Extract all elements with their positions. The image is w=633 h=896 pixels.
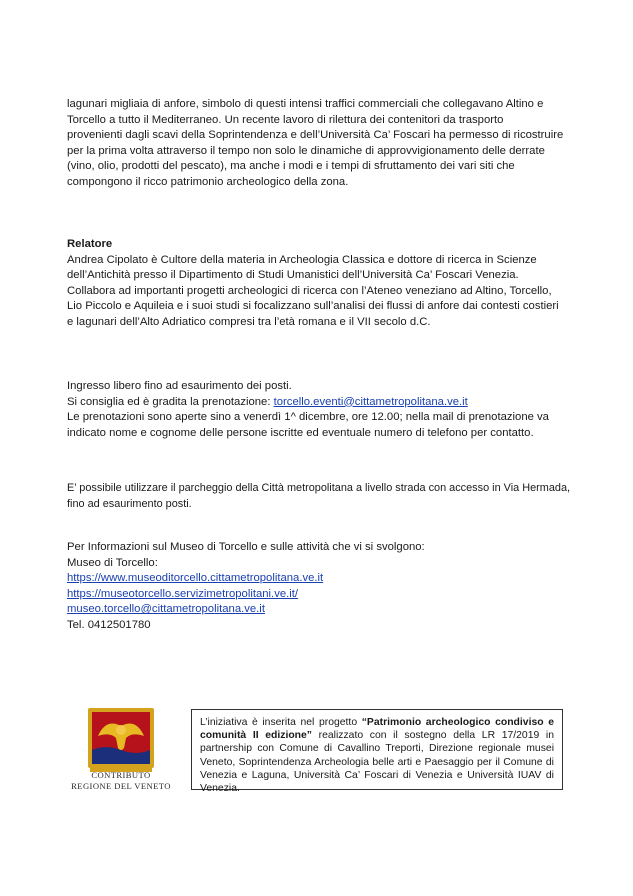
text-line: E’ possibile utilizzare il parcheggio della Città metropolitana a livello strada con accesso in Via Hermada,: [67, 482, 571, 494]
text-line: Ingresso libero fino ad esaurimento dei posti.: [67, 380, 292, 392]
museum-website-link[interactable]: https://www.museoditorcello.cittametropolitana.ve.it: [67, 572, 324, 585]
text-line: fino ad esaurimento posti.: [67, 497, 192, 510]
museum-email-link[interactable]: museo.torcello@cittametropolitana.ve.it: [67, 603, 265, 616]
logo-caption-regione: REGIONE DEL VENETO: [71, 781, 171, 791]
text-line: Museo di Torcello:: [67, 556, 158, 569]
text-line: (vino, olio, prodotti del pescato), ma anche i modi e i tempi di sfruttamento dei vari siti che: [67, 160, 515, 173]
text-line: dell’Antichità presso il Dipartimento di Studi Umanistici dell’Università Ca’ Foscari Venezia.: [67, 269, 519, 282]
phone-number: Tel. 0412501780: [67, 618, 151, 631]
lion-head: [116, 725, 126, 735]
booking-email-link[interactable]: torcello.eventi@cittametropolitana.ve.it: [273, 395, 468, 408]
parking-section: [67, 481, 571, 512]
text-line: Le prenotazioni sono aperte sino a venerdì 1^ dicembre, ore 12.00; nella mail di prenotazione va: [67, 411, 549, 424]
project-info-box: [191, 709, 563, 795]
speaker-section: [67, 237, 567, 331]
text-line: Collabora ad importanti progetti archeologici di ricerca con l’Ateneo veneziano ad Altino, Torcello,: [67, 284, 552, 297]
text-line: Torcello a tutto il Mediterraneo. Un recente lavoro di rilettura dei contenitori da trasporto: [67, 113, 504, 126]
logo-caption-contributo: CONTRIBUTO: [91, 770, 151, 780]
access-section: [67, 379, 567, 441]
text-line: indicato nome e cognome delle persone iscritte ed eventuale numero di telefono per contatto.: [67, 426, 534, 439]
text-line: compongono il ricco patrimonio archeologico della zona.: [67, 175, 349, 188]
museum-services-link[interactable]: https://museotorcello.servizimetropolitani.ve.it/: [67, 587, 299, 600]
intro-paragraph: [67, 97, 567, 191]
text-line: e lagunari dell’Alto Adriatico compresi tra l’età romana e il VII secolo d.C.: [67, 315, 431, 328]
text-line: Andrea Cipolato è Cultore della materia in Archeologia Classica e dottore di ricerca in Scienze: [67, 253, 537, 266]
info-section: [67, 540, 567, 634]
text-line: Lio Piccolo e Aquileia e i suoi studi si focalizzano sull’analisi dei flussi di anfore dai contesti costieri: [67, 300, 559, 313]
text-line: Per Informazioni sul Museo di Torcello e sulle attività che vi si svolgono:: [67, 541, 425, 553]
text-line: lagunari migliaia di anfore, simbolo di questi intensi traffici commerciali che collegavano Altino e: [67, 98, 544, 110]
box-text: realizzato con il sostegno della LR 17/2019 in partnership con Comune di Cavallino Treporti, Direzione regionale musei Veneto, Soprintendenza Archeologia belle arti e Paesaggio per il Comune di Venezia e Laguna, Università Ca’ Foscari di Venezia e Università IUAV di Venezia.: [200, 730, 554, 795]
booking-line: [67, 395, 567, 411]
text-line: provenienti dagli scavi della Soprintendenza e dell’Università Ca’ Foscari ha permesso di ricostruire: [67, 129, 564, 142]
box-text: L’iniziativa è inserita nel progetto: [200, 717, 362, 728]
text-line: per la prima volta attraverso il tempo non solo le dinamiche di approvvigionamento delle derrate: [67, 144, 545, 157]
section-heading: Relatore: [67, 238, 113, 250]
booking-label: Si consiglia ed è gradita la prenotazione:: [67, 395, 274, 408]
project-title: “Patrimonio archeologico condiviso e comunità II edizione”: [200, 717, 554, 742]
